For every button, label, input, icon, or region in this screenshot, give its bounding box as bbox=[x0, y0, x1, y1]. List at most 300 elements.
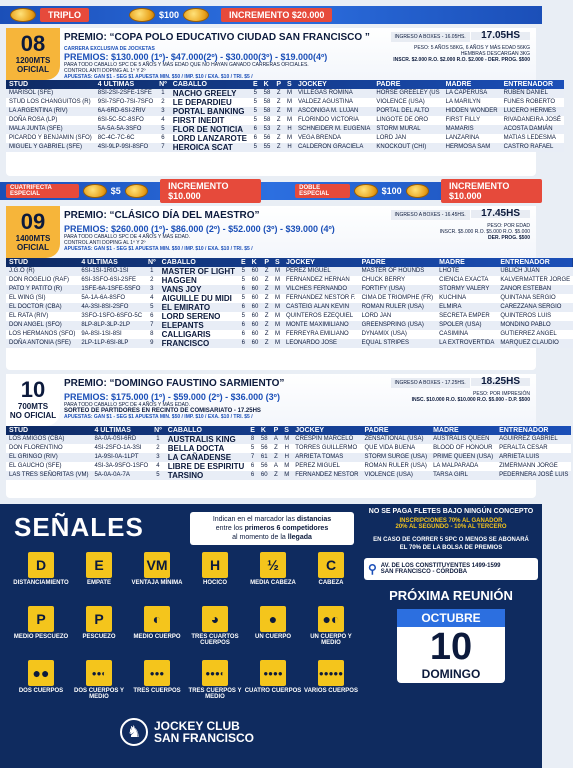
cell-jockey: ASCONIGA M. LUJAN bbox=[298, 108, 359, 114]
triplo-amount: $100 bbox=[159, 10, 180, 20]
table-header bbox=[6, 80, 564, 89]
table-row bbox=[6, 143, 564, 152]
cell-padre: QUE VIDA BUENA bbox=[364, 445, 416, 451]
table-row bbox=[6, 471, 571, 480]
cell-e: 6 bbox=[253, 135, 257, 141]
cell-num: 5 bbox=[161, 126, 165, 132]
table-header bbox=[6, 258, 573, 267]
cell-padre: CHUCK BERRY bbox=[361, 277, 406, 283]
signal-icon: H bbox=[202, 552, 228, 578]
cell-madre: CASIMINA bbox=[439, 331, 469, 337]
cell-jockey: FERNANDEZ NESTOR F. bbox=[286, 295, 356, 301]
cell-madre: LANZARINA bbox=[445, 135, 480, 141]
cell-num: 7 bbox=[161, 144, 165, 150]
cell-num: 2 bbox=[156, 445, 160, 451]
cell-stud: EL RATA (RIV) bbox=[9, 313, 49, 319]
cell-madre: LA EXTROVERTIDA bbox=[439, 340, 495, 346]
signal-label: TRES CUARTOS CUERPOS bbox=[191, 634, 239, 646]
cell-jockey: TORRES GUILLERMO bbox=[295, 445, 358, 451]
race-hour: 17.05HS bbox=[471, 32, 530, 40]
signal-label: VENTAJA MÍNIMA bbox=[131, 580, 183, 586]
cell-e: 5 bbox=[241, 313, 245, 319]
cell-padre: HORSE GREELEY (US bbox=[376, 90, 440, 96]
signal-item bbox=[302, 552, 360, 586]
signal-label: CUATRO CUERPOS bbox=[244, 688, 302, 694]
cell-padre: ROMAN RULER (USA) bbox=[361, 304, 424, 310]
cell-num: 3 bbox=[161, 108, 165, 114]
cell-p: Z bbox=[264, 340, 269, 346]
cell-ultimas: 4A-3SI-8SI-2SFO bbox=[81, 304, 129, 310]
cell-e: 6 bbox=[250, 463, 255, 469]
col-num: Nº bbox=[148, 259, 156, 266]
signals-desc-bold-3: llegada bbox=[287, 534, 312, 541]
signal-item bbox=[302, 660, 360, 694]
signal-label: HOCICO bbox=[203, 580, 227, 586]
signals-desc-bold-2: primeros 6 competidores bbox=[244, 525, 329, 532]
race-ingreso: INGRESO A BOXES - 16.45HS. bbox=[391, 210, 470, 220]
cell-k: 58 bbox=[263, 117, 271, 123]
race-oficial: NO OFICIAL bbox=[9, 411, 57, 420]
table-row bbox=[6, 462, 571, 471]
cell-s: H bbox=[284, 445, 289, 451]
signal-item bbox=[128, 660, 186, 694]
col-jockey: JOCKEY bbox=[295, 427, 325, 434]
signal-item bbox=[186, 552, 244, 586]
table-row bbox=[6, 134, 564, 143]
col-madre: MADRE bbox=[433, 427, 459, 434]
cell-e: 5 bbox=[253, 144, 257, 150]
cell-padre: VIOLENCE (USA) bbox=[364, 472, 413, 478]
cuatrifecta-increment: INCREMENTO $10.000 bbox=[160, 179, 261, 203]
coin-icon bbox=[83, 184, 106, 198]
cell-padre: KNOCKOUT (CHI) bbox=[376, 144, 427, 150]
address-box bbox=[364, 558, 538, 580]
cell-ultimas: 9SI-7SFO-7SI-7SFO bbox=[97, 99, 154, 105]
cell-entrenador: RUBEN DANIEL bbox=[503, 90, 548, 96]
cell-e: 6 bbox=[241, 286, 245, 292]
signal-item bbox=[128, 606, 186, 640]
cell-stud: DON ANGEL (SFO) bbox=[9, 322, 62, 328]
cell-p: Z bbox=[264, 286, 269, 292]
signals-section bbox=[0, 504, 542, 768]
cell-caballo: FRANCISCO bbox=[161, 339, 210, 348]
cell-num: 1 bbox=[161, 90, 165, 96]
table-row bbox=[6, 435, 571, 444]
cell-e: 6 bbox=[241, 322, 245, 328]
race-hour: 17.45HS bbox=[471, 210, 530, 218]
cell-k: 58 bbox=[260, 436, 268, 442]
cell-s: H bbox=[287, 126, 292, 132]
cell-jockey: FERNANDEZ NESTOR bbox=[295, 472, 359, 478]
signal-item bbox=[70, 552, 128, 586]
cell-entrenador: QUINTEROS LUIS bbox=[500, 313, 552, 319]
address-2: SAN FRANCISCO - CÓRDOBA bbox=[380, 569, 468, 575]
cell-entrenador: QUINTANA SERGIO bbox=[500, 295, 556, 301]
signal-icon: C bbox=[318, 552, 344, 578]
race-oficial: OFICIAL bbox=[17, 65, 49, 74]
coin-icon bbox=[125, 184, 148, 198]
table-row bbox=[6, 312, 573, 321]
cell-ultimas: 8LP-8LP-3LP-2LP bbox=[81, 322, 131, 328]
table-header bbox=[6, 426, 571, 435]
race-premios: PREMIOS: $130.000 (1º)- $47.000(2º) - $30.000(3º) - $19.000(4º) bbox=[64, 52, 328, 62]
cell-num: 2 bbox=[161, 99, 165, 105]
race-premios-block bbox=[64, 392, 280, 420]
table-row bbox=[6, 330, 573, 339]
cell-jockey: LEONARDO JOSE bbox=[286, 340, 338, 346]
signal-label: DOS CUERPOS bbox=[18, 688, 64, 694]
no-pay-title: NO SE PAGA FLETES BAJO NINGÚN CONCEPTO bbox=[368, 508, 534, 515]
cell-p: Z bbox=[264, 304, 269, 310]
col-e: E bbox=[240, 259, 246, 266]
cell-stud: EL DOCTOR (CBA) bbox=[9, 304, 62, 310]
cell-madre: HIDDEN WONDER bbox=[445, 108, 498, 114]
race-der: DER. PROG. $500 bbox=[488, 235, 530, 241]
cell-k: 56 bbox=[263, 135, 271, 141]
cell-caballo: LA CAÑADENSE bbox=[167, 453, 232, 462]
cell-e: 8 bbox=[250, 436, 255, 442]
cell-p: Z bbox=[274, 472, 278, 478]
cell-num: 9 bbox=[150, 340, 154, 346]
race-premio: PREMIO: “CLÁSICO DÍA DEL MAESTRO” bbox=[64, 210, 260, 221]
cell-stud: J.G.O (R) bbox=[9, 268, 35, 274]
col-k: K bbox=[251, 259, 257, 266]
race-number-box bbox=[6, 206, 60, 258]
col-ultimas: 4 ULTIMAS bbox=[94, 427, 131, 434]
cell-k: 60 bbox=[251, 331, 259, 337]
cell-stud: MALA JUNTA (SFE) bbox=[9, 126, 63, 132]
signal-icon: ●●● bbox=[144, 660, 170, 686]
entries-table bbox=[6, 80, 564, 152]
col-entrenador: ENTRENADOR bbox=[503, 81, 554, 88]
cell-caballo: HEROICA SCAT bbox=[172, 143, 233, 152]
cell-jockey: SCHNEIDER M. EUGENIA bbox=[298, 126, 371, 132]
col-entrenador: ENTRENADOR bbox=[500, 259, 550, 266]
cell-jockey: VILLEGAS ROMINA bbox=[298, 90, 353, 96]
info-sidebar bbox=[364, 508, 538, 683]
cell-stud: DON FLORENTINO bbox=[9, 445, 63, 451]
cell-s: M bbox=[275, 340, 281, 346]
cell-s: M bbox=[275, 286, 281, 292]
race-right-info bbox=[391, 378, 530, 403]
cell-caballo: LORD SERENO bbox=[161, 312, 221, 321]
triplo-banner bbox=[0, 6, 542, 24]
cell-s: M bbox=[284, 472, 290, 478]
race-apuestas: APUESTAS: GAN $1 - SEG $1 APUESTA MIN. $50 / IMP. $10 / EXA. $10 / TRI. $5 / bbox=[64, 246, 253, 252]
cuatrifecta-amount: $5 bbox=[110, 186, 121, 196]
col-p: P bbox=[264, 259, 270, 266]
race-cond2: CONTROL ANTI DOPING AL 1º Y 2º bbox=[64, 240, 146, 246]
signals-desc-2: entre los bbox=[215, 525, 243, 532]
col-entrenador: ENTRENADOR bbox=[499, 427, 549, 434]
cell-e: 5 bbox=[241, 268, 245, 274]
coin-icon bbox=[354, 184, 377, 198]
logo-line-2: SAN FRANCISCO bbox=[154, 731, 255, 745]
race-hour: 18.25HS bbox=[471, 378, 530, 386]
signal-item bbox=[12, 606, 70, 640]
signal-label: TRES CUERPOS bbox=[133, 688, 181, 694]
cell-stud: STUD LOS CHANGUITOS (R) bbox=[9, 99, 91, 105]
cell-padre: DYNAMIX (USA) bbox=[361, 331, 407, 337]
cell-caballo: PORTAL BANKING bbox=[172, 107, 245, 116]
cell-padre: CIMA DE TRIOMPHE (FR) bbox=[361, 295, 434, 301]
cell-stud: PATO Y PATITO (R) bbox=[9, 286, 63, 292]
signal-label: PESCUEZO bbox=[82, 634, 116, 640]
cell-k: 58 bbox=[263, 108, 271, 114]
cell-stud: MIGUEL Y GABRIEL (SFE) bbox=[9, 144, 83, 150]
cell-padre: PORTAL DEL ALTO bbox=[376, 108, 430, 114]
race-ingreso: INGRESO A BOXES - 17.25HS. bbox=[391, 378, 470, 388]
race-premios: PREMIOS: $260.000 (1º)- $86.000 (2º) - $52.000 (3º) - $39.000 (4º) bbox=[64, 224, 335, 234]
signal-icon: ½ bbox=[260, 552, 286, 578]
race-premios-block bbox=[64, 224, 335, 252]
cell-jockey: FERNANDEZ HERNAN bbox=[286, 277, 350, 283]
cell-k: 60 bbox=[251, 286, 259, 292]
signals-title: SEÑALES bbox=[14, 512, 144, 542]
col-stud: STUD bbox=[9, 427, 29, 434]
signal-item bbox=[244, 606, 302, 640]
col-s: S bbox=[284, 427, 289, 434]
race-premios-block bbox=[64, 46, 327, 80]
signal-icon: ◕ bbox=[202, 606, 228, 632]
table-row bbox=[6, 285, 573, 294]
doble-label: DOBLE ESPECIAL bbox=[295, 184, 350, 198]
table-row bbox=[6, 294, 573, 303]
calendar bbox=[397, 609, 505, 683]
cell-entrenador: UBLICH JUAN bbox=[500, 268, 540, 274]
cell-padre: GREENSPRING (USA) bbox=[361, 322, 424, 328]
col-p: P bbox=[276, 81, 282, 88]
signal-item bbox=[186, 660, 244, 700]
cell-caballo: LORD LANZAROTE bbox=[172, 134, 247, 143]
signal-item bbox=[186, 606, 244, 646]
race-number-box bbox=[6, 28, 60, 80]
cell-num: 4 bbox=[150, 295, 154, 301]
cell-madre: MAMARIS bbox=[445, 126, 474, 132]
cell-e: 7 bbox=[250, 454, 255, 460]
logo-line-1: JOCKEY CLUB bbox=[154, 719, 240, 733]
cell-madre: LA MALPARADA bbox=[433, 463, 479, 469]
signals-desc-bold-1: distancias bbox=[296, 516, 332, 523]
cell-madre: STORMY VALERY bbox=[439, 286, 490, 292]
signal-item bbox=[128, 552, 186, 586]
table-row bbox=[6, 339, 573, 348]
cell-stud: DOÑA ROSA (LP) bbox=[9, 117, 58, 123]
cell-caballo: CALLIGARIS bbox=[161, 330, 211, 339]
cell-jockey: CASTEIG ALAN KEVIN bbox=[286, 304, 350, 310]
cell-entrenador: GUTIERREZ ANGEL bbox=[500, 331, 557, 337]
cell-s: H bbox=[284, 454, 289, 460]
race-number-box bbox=[6, 374, 60, 426]
cell-stud: LAS TRES SEÑORITAS (VM) bbox=[9, 472, 89, 478]
cell-p: Z bbox=[264, 331, 269, 337]
col-caballo: CABALLO bbox=[161, 259, 196, 266]
cell-caballo: VANS JOY bbox=[161, 285, 202, 294]
horse-icon: ♞ bbox=[120, 718, 148, 746]
cell-madre: SPOLER (USA) bbox=[439, 322, 482, 328]
cell-k: 56 bbox=[260, 445, 268, 451]
col-s: S bbox=[275, 259, 280, 266]
cell-s: M bbox=[287, 108, 293, 114]
cell-stud: LOS HERMANOS (SFO) bbox=[9, 331, 76, 337]
cell-k: 60 bbox=[251, 277, 259, 283]
cell-jockey: CRESPIN MARCELO bbox=[295, 436, 354, 442]
signal-icon: ●● bbox=[28, 660, 54, 686]
cell-entrenador: ARRIETA LUIS bbox=[499, 454, 540, 460]
cell-num: 2 bbox=[150, 277, 154, 283]
cell-ultimas: 4SI-3A-9SFO-1SFO bbox=[94, 463, 149, 469]
cell-ultimas: 1SFE-6A-1SFE-5SFO bbox=[81, 286, 141, 292]
calendar-day: 10 bbox=[429, 626, 473, 668]
signal-item bbox=[70, 606, 128, 640]
race-number: 09 bbox=[20, 209, 46, 234]
cell-ultimas: 8C-4C-7C-6C bbox=[97, 135, 135, 141]
cell-e: 5 bbox=[241, 295, 245, 301]
col-e: E bbox=[253, 81, 258, 88]
cell-s: M bbox=[275, 331, 281, 337]
race-right-info bbox=[391, 32, 530, 63]
table-row bbox=[6, 321, 573, 330]
col-s: S bbox=[287, 81, 292, 88]
col-jockey: JOCKEY bbox=[286, 259, 315, 266]
cell-ultimas: 3SFO-1SFO-6SFO-5C bbox=[81, 313, 143, 319]
race-apuestas: APUESTAS: GAN $1 - SEG $1 APUESTA MIN. $50 / IMP. $10 / EXA. $10 / TRI. $5 / bbox=[64, 414, 253, 420]
proxima-reunion: PRÓXIMA REUNIÓN bbox=[389, 588, 513, 603]
cell-num: 7 bbox=[150, 322, 154, 328]
cell-caballo: LE DEPARDIEU bbox=[172, 98, 232, 107]
table-row bbox=[6, 98, 564, 107]
inscripciones: INSCRIPCIONES 70% AL GANADOR bbox=[399, 518, 503, 524]
signal-item bbox=[12, 660, 70, 694]
cell-e: 5 bbox=[253, 108, 257, 114]
cell-e: 6 bbox=[241, 331, 245, 337]
cell-p: Z bbox=[274, 445, 278, 451]
entries-table bbox=[6, 258, 573, 348]
cell-stud: DOÑA ANTONIA (SFE) bbox=[9, 340, 71, 346]
table-row bbox=[6, 107, 564, 116]
cell-entrenador: RIVADANEIRA JOSÉ bbox=[503, 117, 561, 123]
table-row bbox=[6, 116, 564, 125]
race-ingreso: INGRESO A BOXES - 16.05HS. bbox=[391, 32, 470, 42]
race-carrera: CARRERA EXCLUSIVA DE JOCKETAS bbox=[64, 46, 155, 52]
cell-e: 5 bbox=[253, 117, 257, 123]
cell-p: Z bbox=[276, 117, 281, 123]
signal-label: CABEZA bbox=[318, 580, 344, 586]
signal-label: TRES CUERPOS Y MEDIO bbox=[188, 688, 242, 700]
cuatrifecta-banner bbox=[0, 182, 542, 200]
table-row bbox=[6, 303, 573, 312]
signal-icon: ● bbox=[260, 606, 286, 632]
cell-num: 6 bbox=[150, 313, 154, 319]
col-caballo: CABALLO bbox=[172, 81, 207, 88]
signal-icon: E bbox=[86, 552, 112, 578]
cell-ultimas: 6SI-1SI-1RIO-1SI bbox=[81, 268, 129, 274]
cell-e: 6 bbox=[241, 304, 245, 310]
cell-caballo: LIBRE DE ESPIRITU bbox=[167, 462, 245, 471]
cell-k: 61 bbox=[260, 454, 268, 460]
cell-caballo: BELLA DOCTA bbox=[167, 444, 225, 453]
coin-icon bbox=[10, 8, 36, 22]
cell-s: M bbox=[287, 90, 293, 96]
address-1: AV. DE LOS CONSTITUYENTES 1499-1599 bbox=[380, 563, 501, 569]
signals-description bbox=[190, 512, 354, 545]
cell-entrenador: PEDERNERA JOSÉ LUIS bbox=[499, 472, 569, 478]
race-distance: 700MTS bbox=[17, 402, 49, 411]
cell-k: 53 bbox=[263, 126, 271, 132]
cell-s: M bbox=[275, 304, 281, 310]
caso: EN CASO DE CORRER 5 SPC O MENOS SE ABONARÁ EL 70% DE LA BOLSA DE PREMIOS bbox=[373, 537, 529, 551]
cell-k: 56 bbox=[260, 463, 268, 469]
cell-ultimas: 4SI-9LP-9SI-8SFO bbox=[97, 144, 149, 150]
cell-madre: SECRETA EMPER bbox=[439, 313, 490, 319]
cell-ultimas: 6A-6RD-6SI-2RIV bbox=[97, 108, 146, 114]
cell-num: 3 bbox=[156, 454, 160, 460]
cell-entrenador: LUCERO HERMES bbox=[503, 108, 556, 114]
cell-entrenador: MATIAS LEDESMA bbox=[503, 135, 556, 141]
cell-madre: AUSTRALIS QUEEN bbox=[433, 436, 490, 442]
signal-label: MEDIA CABEZA bbox=[250, 580, 296, 586]
cell-s: M bbox=[275, 313, 281, 319]
cell-ultimas: 5A-5A-5A-3SFO bbox=[97, 126, 142, 132]
cell-entrenador: ACOSTA DAMIÁN bbox=[503, 126, 553, 132]
cell-p: Z bbox=[264, 322, 269, 328]
cell-s: M bbox=[275, 322, 281, 328]
race-08 bbox=[6, 28, 561, 176]
cell-stud: MARISOL (SFE) bbox=[9, 90, 54, 96]
cell-p: Z bbox=[274, 454, 278, 460]
cell-stud: LA ARGENTINA (RIV) bbox=[9, 108, 68, 114]
cell-num: 3 bbox=[150, 286, 154, 292]
cell-ultimas: 2LP-1LP-6SI-8LP bbox=[81, 340, 129, 346]
cell-num: 4 bbox=[161, 117, 165, 123]
calendar-weekday: DOMINGO bbox=[421, 667, 481, 681]
race-inscr: INSCR. $2.000 R.O. $2.000 R.O. $2.000 - DER. PROG. $500 bbox=[393, 57, 530, 63]
cell-e: 5 bbox=[253, 99, 257, 105]
coin-icon bbox=[183, 8, 209, 22]
doble-increment: INCREMENTO $10.000 bbox=[441, 179, 542, 203]
signal-item bbox=[12, 552, 70, 586]
col-e: E bbox=[250, 427, 255, 434]
race-cond1: PARA TODO CABALLO SPC DE 5 AÑOS Y MÁS EDAD QUE NO HAYAN GANADO CARRERAS OFICIALES. bbox=[64, 62, 309, 68]
race-right-info bbox=[391, 210, 530, 241]
cell-num: 1 bbox=[150, 268, 154, 274]
race-distance: 1400MTS bbox=[15, 234, 51, 243]
col-madre: MADRE bbox=[445, 81, 472, 88]
table-row bbox=[6, 444, 571, 453]
signal-icon: ●●◐ bbox=[86, 660, 112, 686]
cell-stud: LOS AMIGOS (CBA) bbox=[9, 436, 65, 442]
signal-label: VARIOS CUERPOS bbox=[304, 688, 358, 694]
cell-ultimas: 9A-8SI-1SI-8SI bbox=[81, 331, 122, 337]
cell-caballo: FLOR DE NOTICIA bbox=[172, 125, 243, 134]
cell-padre: LORD JAN bbox=[376, 135, 407, 141]
race-header bbox=[6, 206, 536, 258]
cell-p: Z bbox=[264, 268, 269, 274]
race-distance: 1200MTS bbox=[15, 56, 51, 65]
cell-p: Z bbox=[264, 313, 269, 319]
cell-padre: FORTIFY (USA) bbox=[361, 286, 406, 292]
col-caballo: CABALLO bbox=[167, 427, 202, 434]
segundo: 20% AL SEGUNDO - 10% AL TERCERO bbox=[395, 524, 507, 530]
signal-icon: ◐ bbox=[144, 606, 170, 632]
cell-stud: PICARDO Y BENJAMIN (SFO) bbox=[9, 135, 92, 141]
cell-e: 6 bbox=[250, 472, 255, 478]
signal-label: UN CUERPO Y MEDIO bbox=[310, 634, 352, 646]
cell-stud: EL GRINGO (RIV) bbox=[9, 454, 58, 460]
cell-caballo: MASTER OF LIGHT bbox=[161, 267, 235, 276]
signal-label: EMPATE bbox=[86, 580, 112, 586]
cell-jockey: QUINTEROS EZEQUIEL bbox=[286, 313, 354, 319]
